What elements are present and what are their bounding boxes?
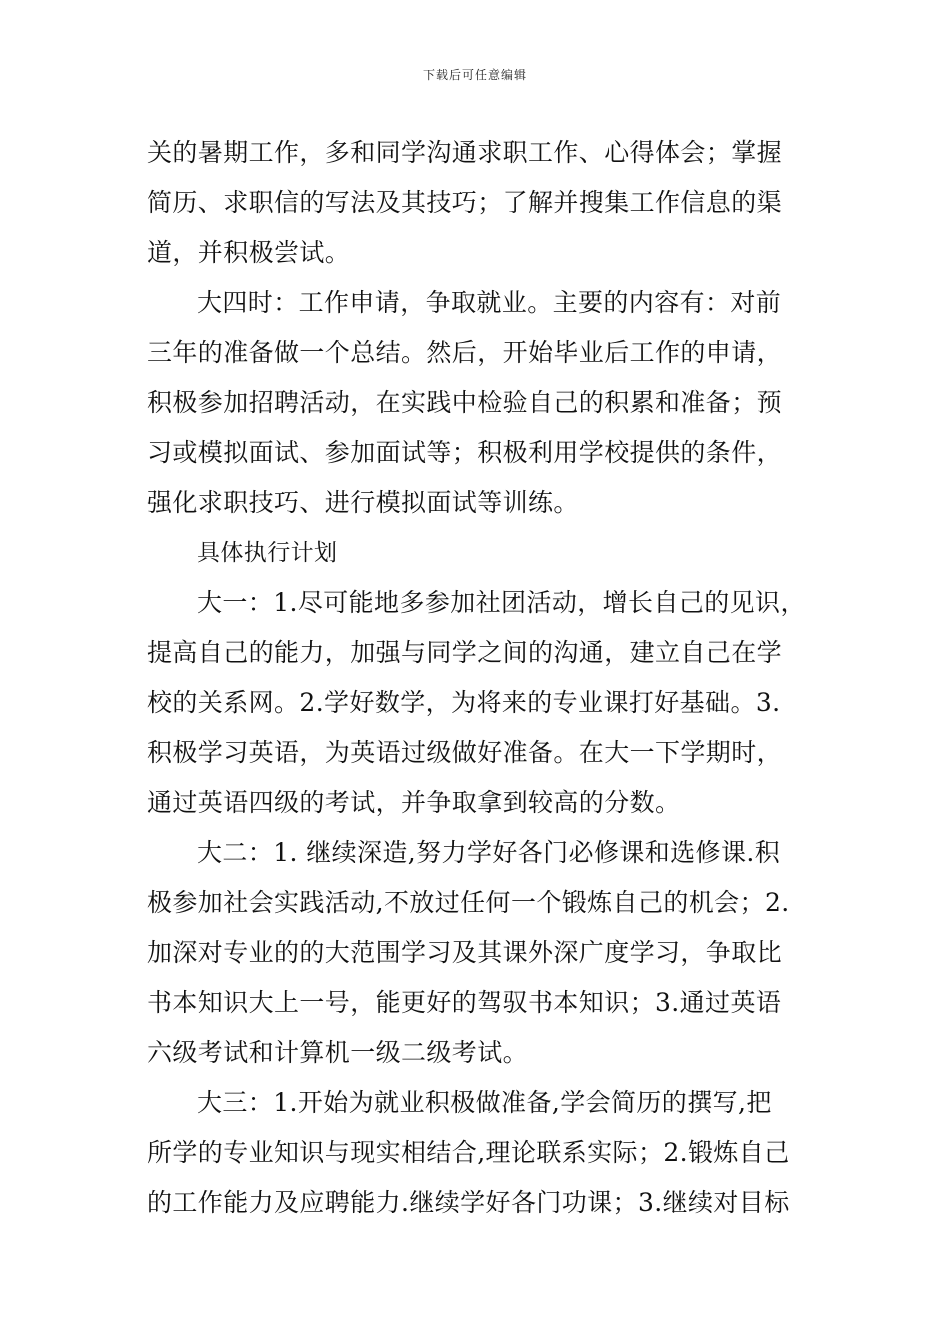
text-line: 极参加社会实践活动,不放过任何一个锻炼自己的机会；2.	[147, 888, 790, 917]
text-line: 积极学习英语，为英语过级做好准备。在大一下学期时，	[147, 738, 783, 767]
page-header: 下载后可任意编辑	[422, 68, 527, 82]
text-line: 习或模拟面试、参加面试等；积极利用学校提供的条件，	[147, 438, 783, 467]
text-line: 的工作能力及应聘能力.继续学好各门功课；3.继续对目标	[147, 1188, 790, 1217]
text-line: 三年的准备做一个总结。然后，开始毕业后工作的申请，	[147, 338, 783, 367]
text-line: 提高自己的能力，加强与同学之间的沟通，建立自己在学	[147, 638, 783, 667]
text-line: 通过英语四级的考试，并争取拿到较高的分数。	[147, 788, 681, 817]
paragraph-start-line: 大二：1. 继续深造,努力学好各门必修课和选修课.积	[197, 838, 781, 867]
text-line: 六级考试和计算机一级二级考试。	[147, 1038, 529, 1067]
text-line: 道，并积极尝试。	[147, 238, 351, 267]
text-line: 简历、求职信的写法及其技巧；了解并搜集工作信息的渠	[147, 188, 783, 217]
document-body	[147, 128, 812, 1228]
paragraph-start-line: 大一：1.尽可能地多参加社团活动，增长自己的见识，	[197, 588, 806, 617]
text-line: 校的关系网。2.学好数学，为将来的专业课打好基础。3.	[147, 688, 781, 717]
text-line: 所学的专业知识与现实相结合,理论联系实际；2.锻炼自己	[147, 1138, 790, 1167]
text-line: 加深对专业的的大范围学习及其课外深广度学习，争取比	[147, 938, 783, 967]
paragraph-start-line: 大四时：工作申请，争取就业。主要的内容有：对前	[197, 288, 782, 317]
text-line: 积极参加招聘活动，在实践中检验自己的积累和准备；预	[147, 388, 783, 417]
text-line: 强化求职技巧、进行模拟面试等训练。	[147, 488, 579, 517]
paragraph-start-line: 大三：1.开始为就业积极做准备,学会简历的撰写,把	[197, 1088, 772, 1117]
text-line: 书本知识大上一号，能更好的驾驭书本知识；3.通过英语	[147, 988, 782, 1017]
section-heading: 具体执行计划	[197, 540, 338, 566]
text-line: 关的暑期工作，多和同学沟通求职工作、心得体会；掌握	[147, 138, 783, 167]
